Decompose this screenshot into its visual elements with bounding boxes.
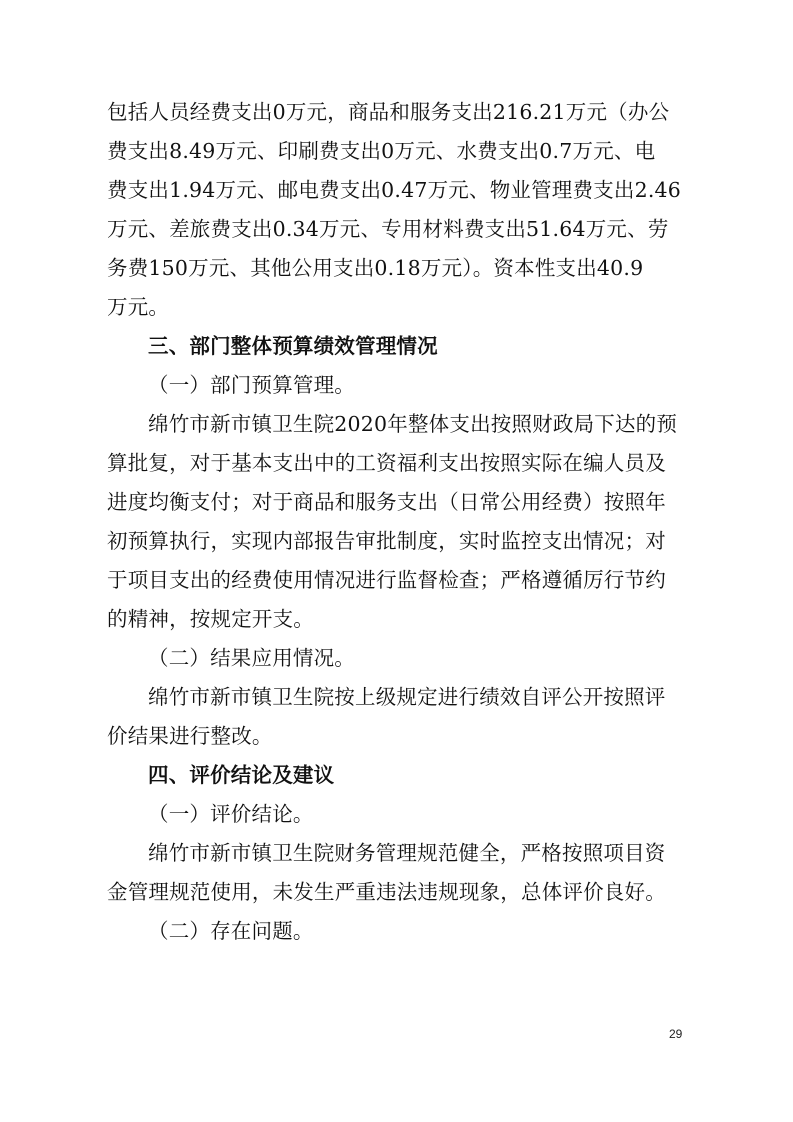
body-line: 的精神，按规定开支。 — [107, 607, 314, 631]
body-line: 绵竹市新市镇卫生院2020年整体支出按照财政局下达的预 — [148, 412, 678, 436]
subsection-heading: （一）部门预算管理。 — [148, 373, 355, 397]
body-line: 初预算执行，实现内部报告审批制度，实时监控支出情况；对 — [107, 529, 666, 553]
subsection-heading: （二）存在问题。 — [148, 919, 314, 943]
body-line: 万元、差旅费支出0.34万元、专用材料费支出51.64万元、劳 — [107, 217, 669, 241]
body-line: 算批复，对于基本支出中的工资福利支出按照实际在编人员及 — [107, 451, 666, 475]
body-line: 费支出1.94万元、邮电费支出0.47万元、物业管理费支出2.46 — [107, 178, 682, 202]
body-line: 绵竹市新市镇卫生院财务管理规范健全，严格按照项目资 — [148, 841, 666, 865]
section-heading: 四、评价结论及建议 — [148, 763, 335, 787]
body-line: 费支出8.49万元、印刷费支出0万元、水费支出0.7万元、电 — [107, 139, 656, 163]
subsection-heading: （二）结果应用情况。 — [148, 646, 355, 670]
body-line: 务费150万元、其他公用支出0.18万元）。资本性支出40.9 — [107, 256, 644, 280]
page-number: 29 — [669, 1027, 683, 1041]
subsection-heading: （一）评价结论。 — [148, 802, 314, 826]
section-heading: 三、部门整体预算绩效管理情况 — [148, 334, 438, 358]
body-line: 进度均衡支付；对于商品和服务支出（日常公用经费）按照年 — [107, 490, 666, 514]
body-line: 于项目支出的经费使用情况进行监督检查；严格遵循厉行节约 — [107, 568, 666, 592]
body-line: 包括人员经费支出0万元，商品和服务支出216.21万元（办公 — [107, 100, 670, 124]
body-line: 万元。 — [107, 295, 170, 319]
body-line: 价结果进行整改。 — [107, 724, 273, 748]
body-line: 金管理规范使用，未发生严重违法违规现象，总体评价良好。 — [107, 880, 666, 904]
body-line: 绵竹市新市镇卫生院按上级规定进行绩效自评公开按照评 — [148, 685, 666, 709]
